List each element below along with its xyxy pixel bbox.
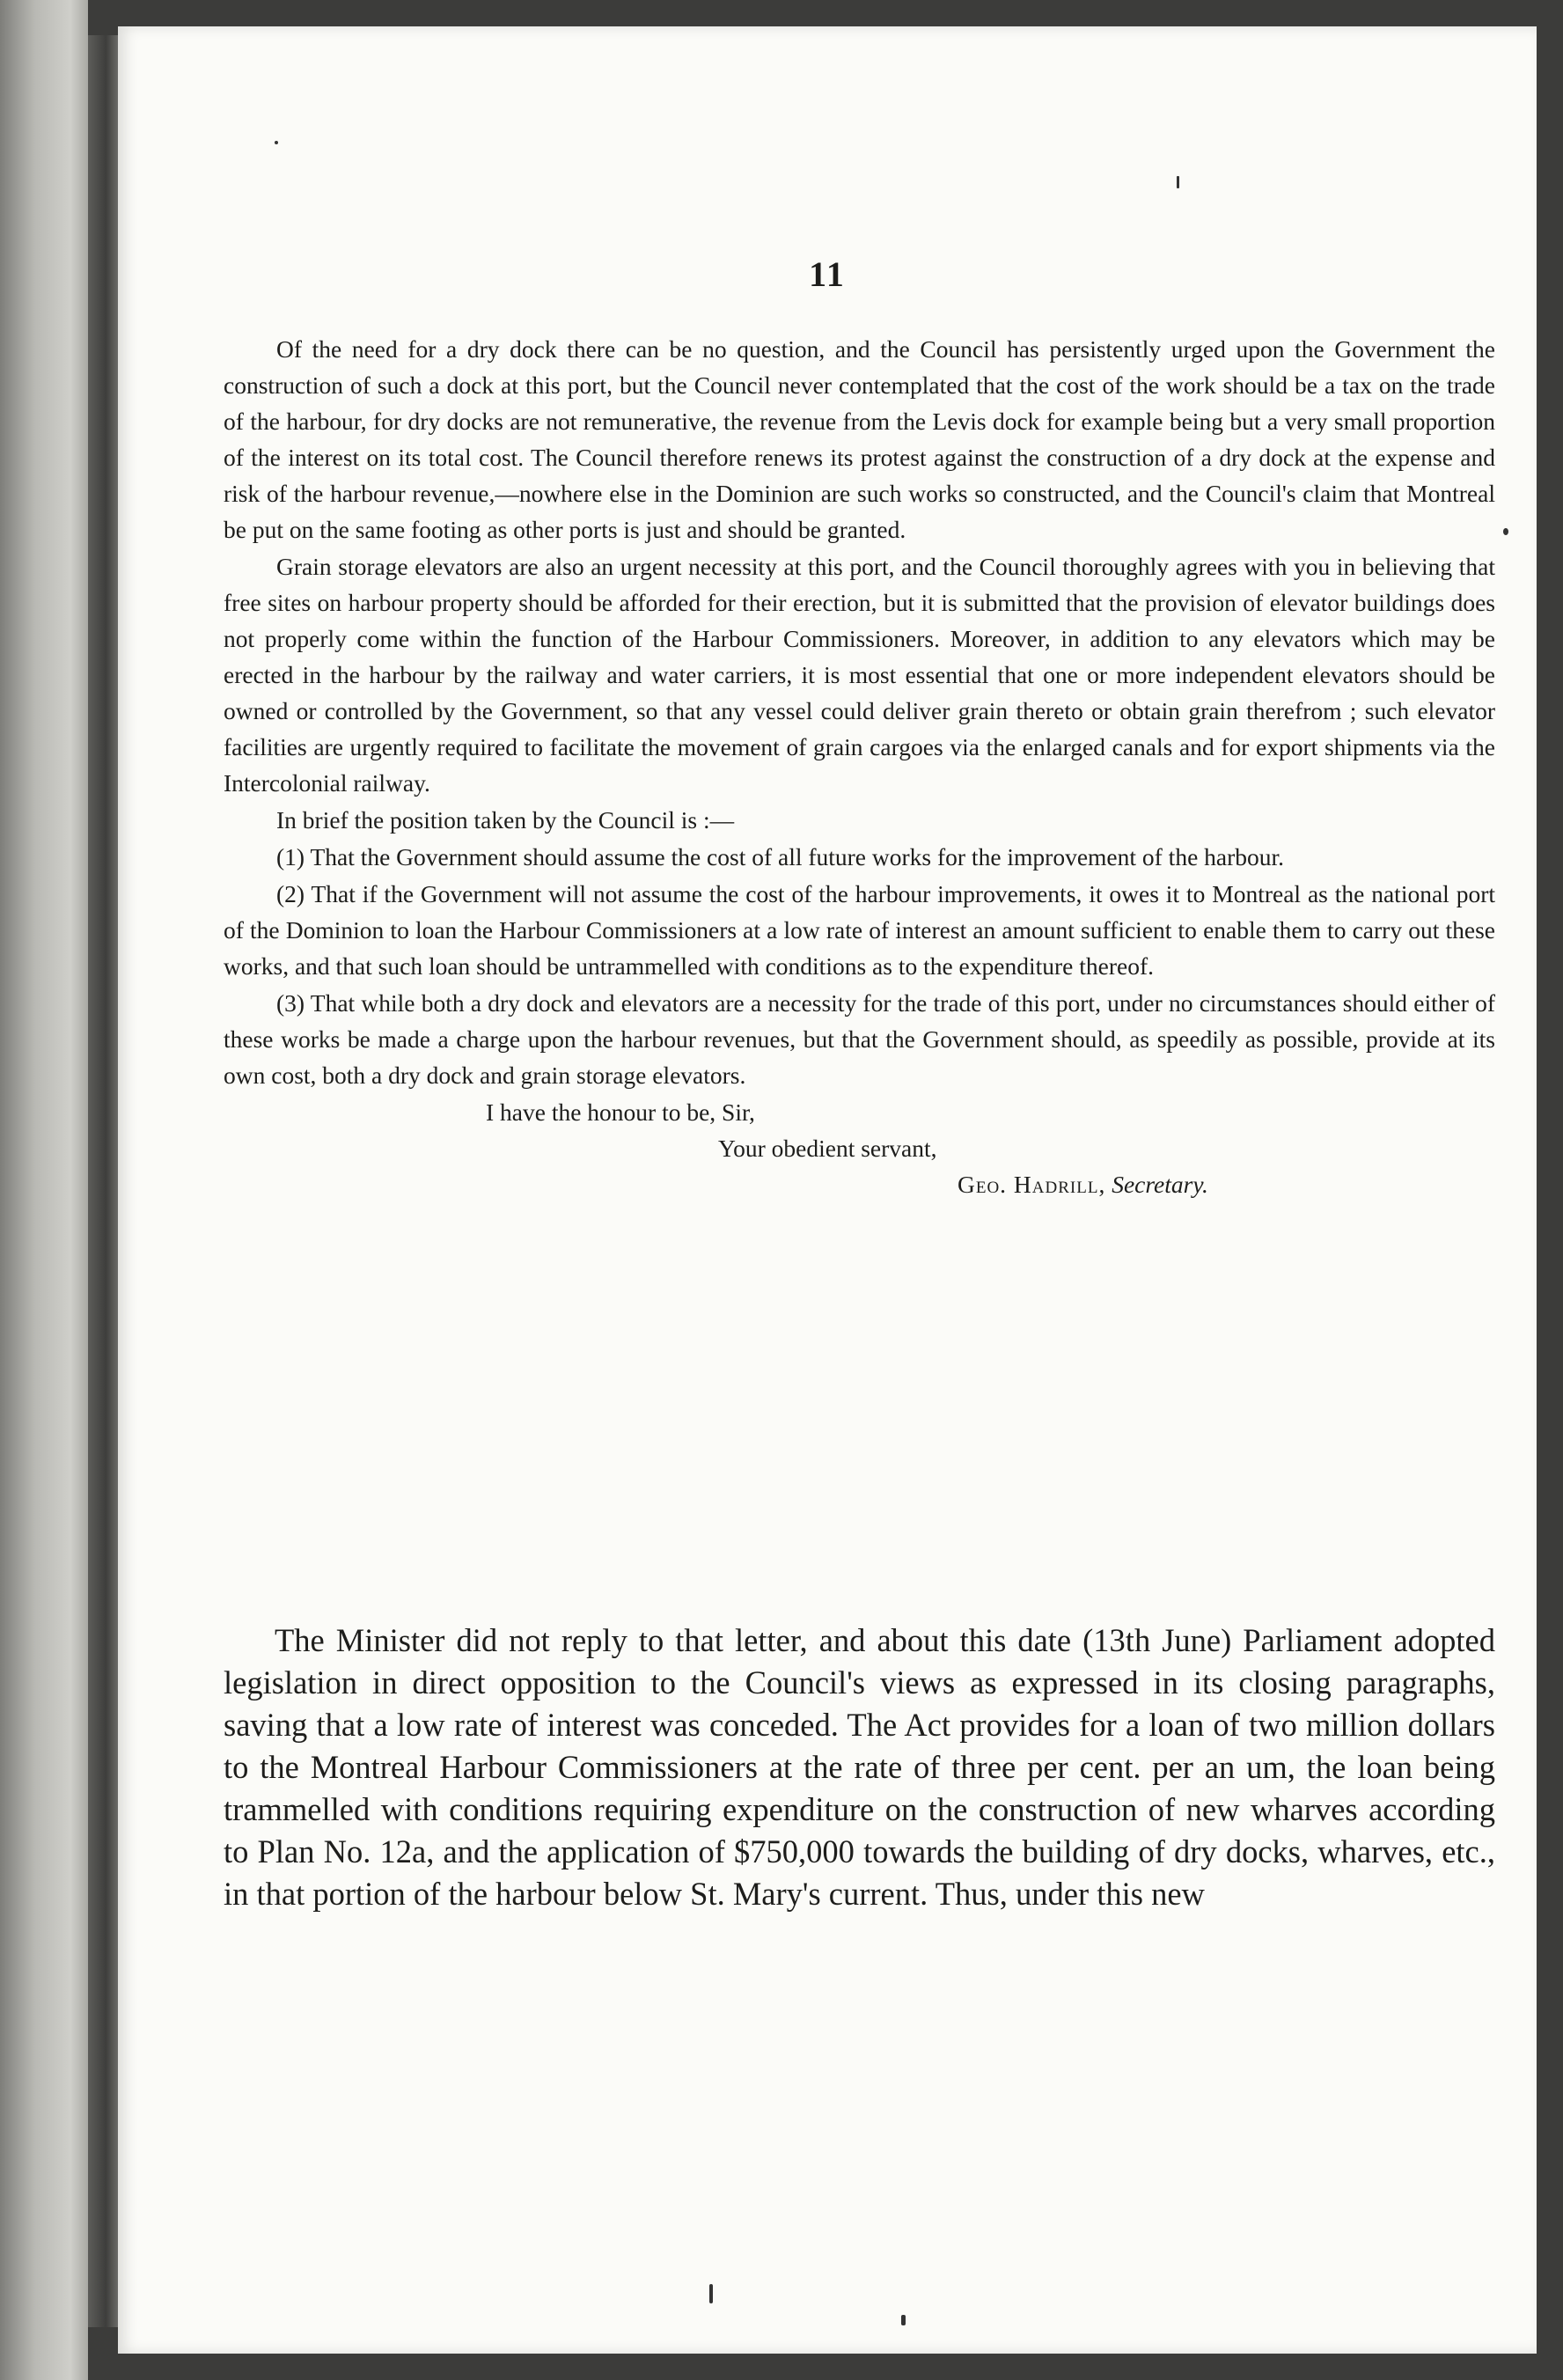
- letter-paragraph-position-intro: In brief the position taken by the Council is :—: [276, 806, 735, 834]
- book-binding-shadow: [88, 35, 118, 2327]
- narrative-paragraph: The Minister did not reply to that letter, and about this date (13th June) Parliament adopted legislation in direct opposition to the Council's views as expressed in its closing paragraphs, saving that a low rate of interest was conceded. The Act provides for a loan of two million dollars to the Montreal Harbour Commissioners at the rate of three per cent. per an um, the loan being trammelled with conditions requiring expenditure on the construction of new wharves according to Plan No. 12a, and the application of $750,000 towards the building of dry docks, wharves, etc., in that portion of the harbour below St. Mary's current. Thus, under this new: [224, 1622, 1495, 1912]
- ink-speck: [901, 2315, 906, 2325]
- scan-left-margin: [0, 0, 88, 2380]
- letter-paragraph-dry-dock: Of the need for a dry dock there can be no question, and the Council has persistently urged upon the Government the construction of such a dock at this port, but the Council never contemplated that the cost of the work should be a tax on the trade of the harbour, for dry docks are not remunerative, the revenue from the Levis dock for example being but a very small proportion of the interest on its total cost. The Council therefore renews its protest against the construction of a dry dock at the expense and risk of the harbour revenue,—nowhere else in the Dominion are such works so constructed, and the Council's claim that Montreal be put on the same footing as other ports is just and should be granted.: [224, 335, 1495, 543]
- letter-signature: [224, 1166, 1495, 1202]
- page-number: 11: [809, 254, 846, 294]
- letter-closing: I have the honour to be, Sir,: [486, 1098, 755, 1126]
- letter-signoff: [224, 1094, 1495, 1202]
- letter-valediction: Your obedient servant,: [718, 1135, 937, 1162]
- signature-name: Geo. Hadrill,: [958, 1171, 1106, 1198]
- ink-speck: [275, 141, 278, 144]
- signature-title: Secretary.: [1112, 1171, 1208, 1198]
- book-page: [118, 26, 1537, 2354]
- letter-paragraph-grain-elevators: Grain storage elevators are also an urgent necessity at this port, and the Council thoroughly agrees with you in believing that free sites on harbour property should be afforded for their erection, but it is submitted that the provision of elevator buildings does not properly come within the function of the Harbour Commissioners. Moreover, in addition to any elevators which may be erected in the harbour by the railway and water carriers, it is most essential that one or more independent elevators should be owned or controlled by the Government, so that any vessel could deliver grain thereto or obtain grain therefrom ; such elevator facilities are urgently required to facilitate the movement of grain cargoes via the enlarged canals and for export shipments via the Intercolonial railway.: [224, 553, 1495, 797]
- ink-speck: [1177, 176, 1179, 188]
- letter-point-1: (1) That the Government should assume the cost of all future works for the improvement of the harbour.: [276, 843, 1285, 870]
- ink-speck: [709, 2284, 713, 2303]
- letter-block: [224, 331, 1495, 1202]
- letter-point-3: (3) That while both a dry dock and elevators are a necessity for the trade of this port, under no circumstances should either of these works be made a charge upon the harbour revenues, but that the Government should, as speedily as possible, provide at its own cost, both a dry dock and grain storage elevators.: [224, 989, 1495, 1089]
- letter-point-2: (2) That if the Government will not assume the cost of the harbour improvements, it owes it to Montreal as the national port of the Dominion to loan the Harbour Commissioners at a low rate of interest an amount sufficient to enable them to carry out these works, and that such loan should be untrammelled with conditions as to the expenditure thereof.: [224, 880, 1495, 980]
- ink-speck: [1503, 528, 1508, 535]
